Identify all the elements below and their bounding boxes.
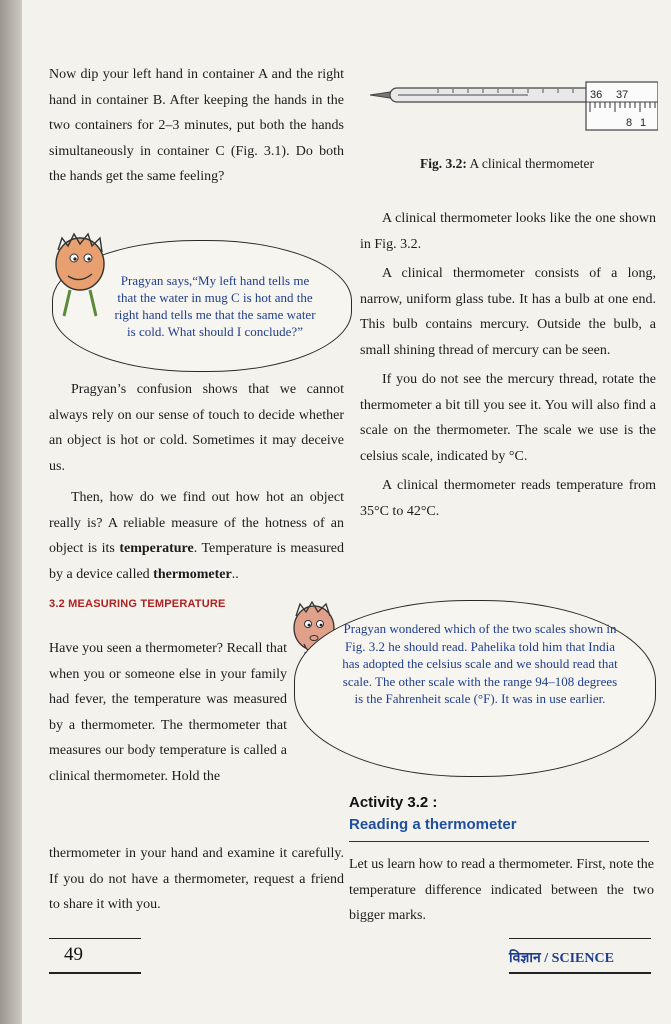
term-thermometer: thermometer xyxy=(153,566,232,582)
activity-text: Let us learn how to read a thermometer. First, note the temperature difference indicated between the two bigger marks. xyxy=(349,857,654,923)
right-paragraph-3: If you do not see the mercury thread, rotate the thermometer a bit till you see it. You will also find a scale on the thermometer. The scale we use is the celsius scale, indicated by °C. xyxy=(360,372,656,464)
right-body-paragraphs xyxy=(360,206,656,524)
bubble2-text: Pragyan wondered which of the two scales shown in Fig. 3.2 he should read. Pahelika told him that India has adopted the celsius scale and we should read that scale. The other scale with the range 94–108 degrees is the Fahrenheit scale (°F). It was in use earlier. xyxy=(342,621,618,706)
fahrenheit-label-1: 1 xyxy=(640,117,647,129)
right-paragraph-4: A clinical thermometer reads temperature from 35°C to 42°C. xyxy=(360,478,656,519)
left-intro-paragraph: Now dip your left hand in container A and the right hand in container B. After keeping the hands in the two containers for 2–3 minutes, put both the hands simultaneously in container C (Fig. 3.1). Do both the hands get the same feeling? xyxy=(49,67,344,184)
left-paragraph-2: Pragyan’s confusion shows that we cannot always rely on our sense of touch to decide whether an object is hot or cold. Sometimes it may deceive us. xyxy=(49,382,344,474)
footer-rule-right-bottom xyxy=(509,972,651,974)
activity-title: Activity 3.2 : xyxy=(349,794,438,811)
section-heading: 3.2 MEASURING TEMPERATURE xyxy=(49,598,226,610)
left-paragraph-4-narrow: Have you seen a thermometer? Recall that when you or someone else in your family had fever, the temperature was measured by a thermometer. The thermometer that measures our body temperature is called a clinical thermometer. Hold the xyxy=(49,641,287,784)
page-number: 49 xyxy=(64,944,83,965)
clinical-thermometer xyxy=(368,76,658,138)
bubble1-text: Pragyan says,“My left hand tells me that the water in mug C is hot and the right hand tells me that the same water is cold. What should I conclude?” xyxy=(114,273,316,339)
figure-caption: Fig. 3.2: A clinical thermometer xyxy=(420,156,594,171)
celsius-label-36: 36 xyxy=(590,89,603,101)
footer-rule-left-bottom xyxy=(49,972,141,974)
term-temperature: temperature xyxy=(119,541,194,556)
footer-rule-left-top xyxy=(49,938,141,939)
celsius-label-37: 37 xyxy=(616,89,629,101)
left-paragraph-4-wide: thermometer in your hand and examine it carefully. If you do not have a thermometer, request a friend to share it with you. xyxy=(49,846,344,912)
activity-divider xyxy=(349,841,649,842)
footer-book-title: विज्ञान / SCIENCE xyxy=(509,951,614,966)
left-paragraph-3: Then, how do we find out how hot an object really is? A reliable measure of the hotness of an object is its temperature. Temperature is measured by a device called thermometer.. xyxy=(49,490,344,582)
footer-rule-right-top xyxy=(509,938,651,939)
right-paragraph-2: A clinical thermometer consists of a long, narrow, uniform glass tube. It has a bulb at one end. This bulb contains mercury. Outside the bulb, a small shining thread of mercury can be seen. xyxy=(360,266,656,358)
book-spine-shadow xyxy=(0,0,22,1024)
right-paragraph-1: A clinical thermometer looks like the one shown in Fig. 3.2. xyxy=(360,211,656,252)
textbook-page xyxy=(22,0,671,1024)
fahrenheit-label-8: 8 xyxy=(626,117,633,129)
boy-face-icon xyxy=(44,224,116,320)
activity-subtitle: Reading a thermometer xyxy=(349,816,517,833)
left-body-paragraphs xyxy=(49,377,344,587)
